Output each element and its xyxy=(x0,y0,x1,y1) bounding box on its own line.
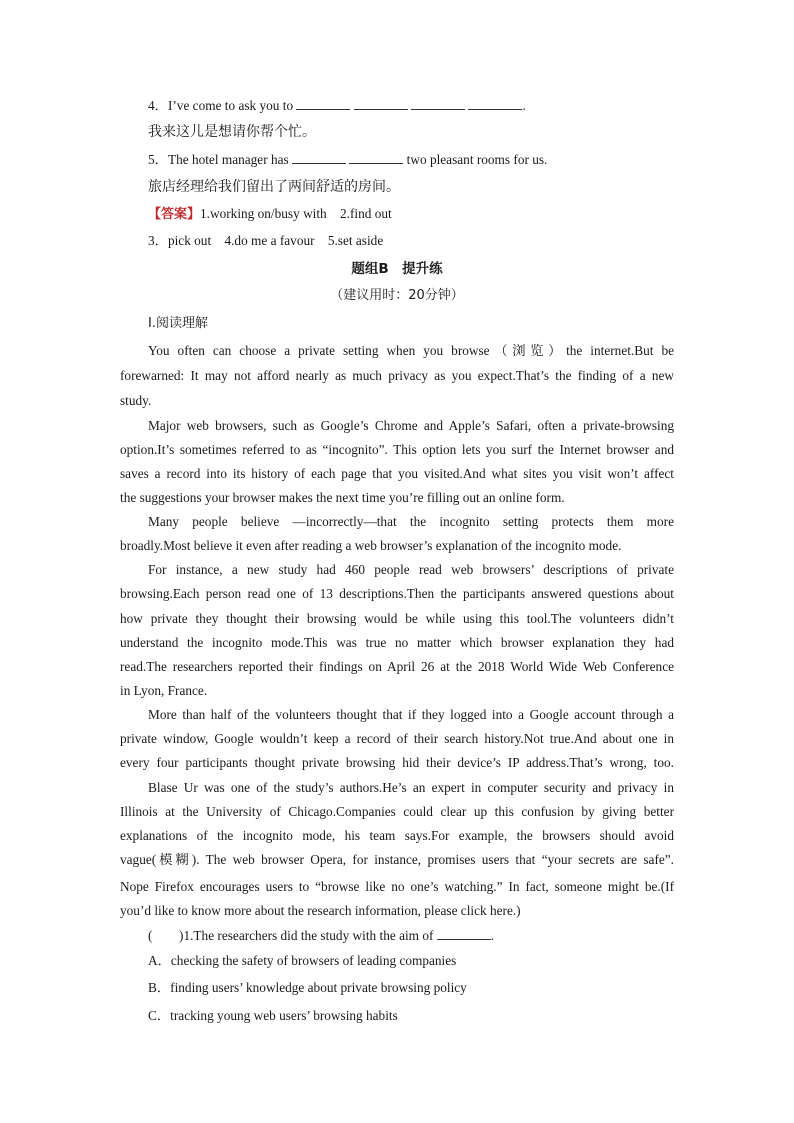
passage-line: study. xyxy=(120,393,152,408)
answer-blank[interactable] xyxy=(354,96,408,110)
passage-line: Major web browsers, such as Google’s Chrome and Apple’s Safari, often a private-browsing xyxy=(148,418,674,433)
answer-line-2: 3．pick out 4.do me a favour 5.set aside xyxy=(148,233,384,248)
passage-line: in Lyon, France. xyxy=(120,683,208,698)
answer-tag: 【答案】 xyxy=(148,207,201,222)
question-5 xyxy=(148,148,674,172)
question-5-text-end: two pleasant rooms for us. xyxy=(406,152,548,167)
question-4-text: 4．I’ve come to ask you to xyxy=(148,98,294,113)
option-c[interactable]: C．tracking young web users’ browsing habits xyxy=(148,1008,398,1023)
passage-line: you’d like to know more about the research information, please click here.) xyxy=(120,903,521,918)
answer-blank[interactable] xyxy=(468,96,522,110)
answer-text-1: 1.working on/busy with 2.find out xyxy=(200,206,392,221)
question-1-text: ( )1.The researchers did the study with the aim of xyxy=(148,928,434,943)
answer-blank[interactable] xyxy=(292,150,346,164)
section-label: Ⅰ.阅读理解 xyxy=(148,316,208,331)
answer-blank[interactable] xyxy=(437,926,491,940)
passage-line: More than half of the volunteers thought that if they logged into a Google account through a xyxy=(148,707,674,722)
group-title: 题组B 提升练 xyxy=(351,261,443,277)
passage-line: Many people believe —incorrectly—that the incognito setting protects them more xyxy=(148,514,674,529)
question-1-period: . xyxy=(490,928,495,943)
answer-line-1 xyxy=(148,202,674,227)
answer-blank[interactable] xyxy=(349,150,403,164)
answer-blank[interactable] xyxy=(296,96,350,110)
option-a[interactable]: A．checking the safety of browsers of leading companies xyxy=(148,953,457,968)
passage-line: forewarned: It may not afford nearly as much privacy as you expect.That’s the finding of a new xyxy=(120,368,674,383)
passage-line: understand the incognito mode.This was true no matter which browser explanation they had xyxy=(120,635,674,650)
passage-line: For instance, a new study had 460 people read web browsers’ descriptions of private xyxy=(148,562,674,577)
passage-line: private window, Google wouldn’t keep a record of their search history.Not true.And about one in xyxy=(120,731,674,746)
time-note: （建议用时：20分钟） xyxy=(330,288,464,303)
passage-line: explanations of the incognito mode, his team says.For example, the browsers should avoid xyxy=(120,828,674,843)
passage-line: saves a record into its history of each page that you visited.And what sites you visit won’t affect xyxy=(120,466,674,481)
question-5-text: 5．The hotel manager has xyxy=(148,152,289,167)
passage-line: every four participants thought private browsing hid their device’s IP address.That’s wrong, too. xyxy=(120,755,674,770)
passage-line: Blase Ur was one of the study’s authors.He’s an expert in computer security and privacy in xyxy=(148,780,674,795)
passage-line: option.It’s sometimes referred to as “incognito”. This option lets you surf the Internet browser and xyxy=(120,442,674,457)
passage-line: broadly.Most believe it even after reading a web browser’s explanation of the incognito mode. xyxy=(120,538,622,553)
passage-line: the suggestions your browser makes the next time you’re filling out an online form. xyxy=(120,490,565,505)
question-1-stem xyxy=(148,924,674,948)
passage-line: You often can choose a private setting when you browse（浏览）the internet.But be xyxy=(148,343,674,358)
question-4-translation: 我来这儿是想请你帮个忙。 xyxy=(148,124,316,140)
question-5-translation: 旅店经理给我们留出了两间舒适的房间。 xyxy=(148,179,400,195)
passage-line: vague(模糊). The web browser Opera, for instance, promises users that “your secrets are safe”. xyxy=(120,852,674,867)
option-b[interactable]: B．finding users’ knowledge about private browsing policy xyxy=(148,980,467,995)
passage-line: how private they thought their browsing would be while using this tool.The volunteers didn’t xyxy=(120,611,674,626)
passage-line: read.The researchers reported their findings on April 26 at the 2018 World Wide Web Conference xyxy=(120,659,674,674)
answer-blank[interactable] xyxy=(411,96,465,110)
passage-line: Nope Firefox encourages users to “browse like no one’s watching.” In fact, someone might be.(If xyxy=(120,879,674,894)
question-4-period: . xyxy=(522,98,526,113)
passage-line: Illinois at the University of Chicago.Companies could clear up this confusion by giving better xyxy=(120,804,674,819)
question-4 xyxy=(148,94,674,118)
passage-line: browsing.Each person read one of 13 descriptions.Then the participants answered questions about xyxy=(120,586,674,601)
